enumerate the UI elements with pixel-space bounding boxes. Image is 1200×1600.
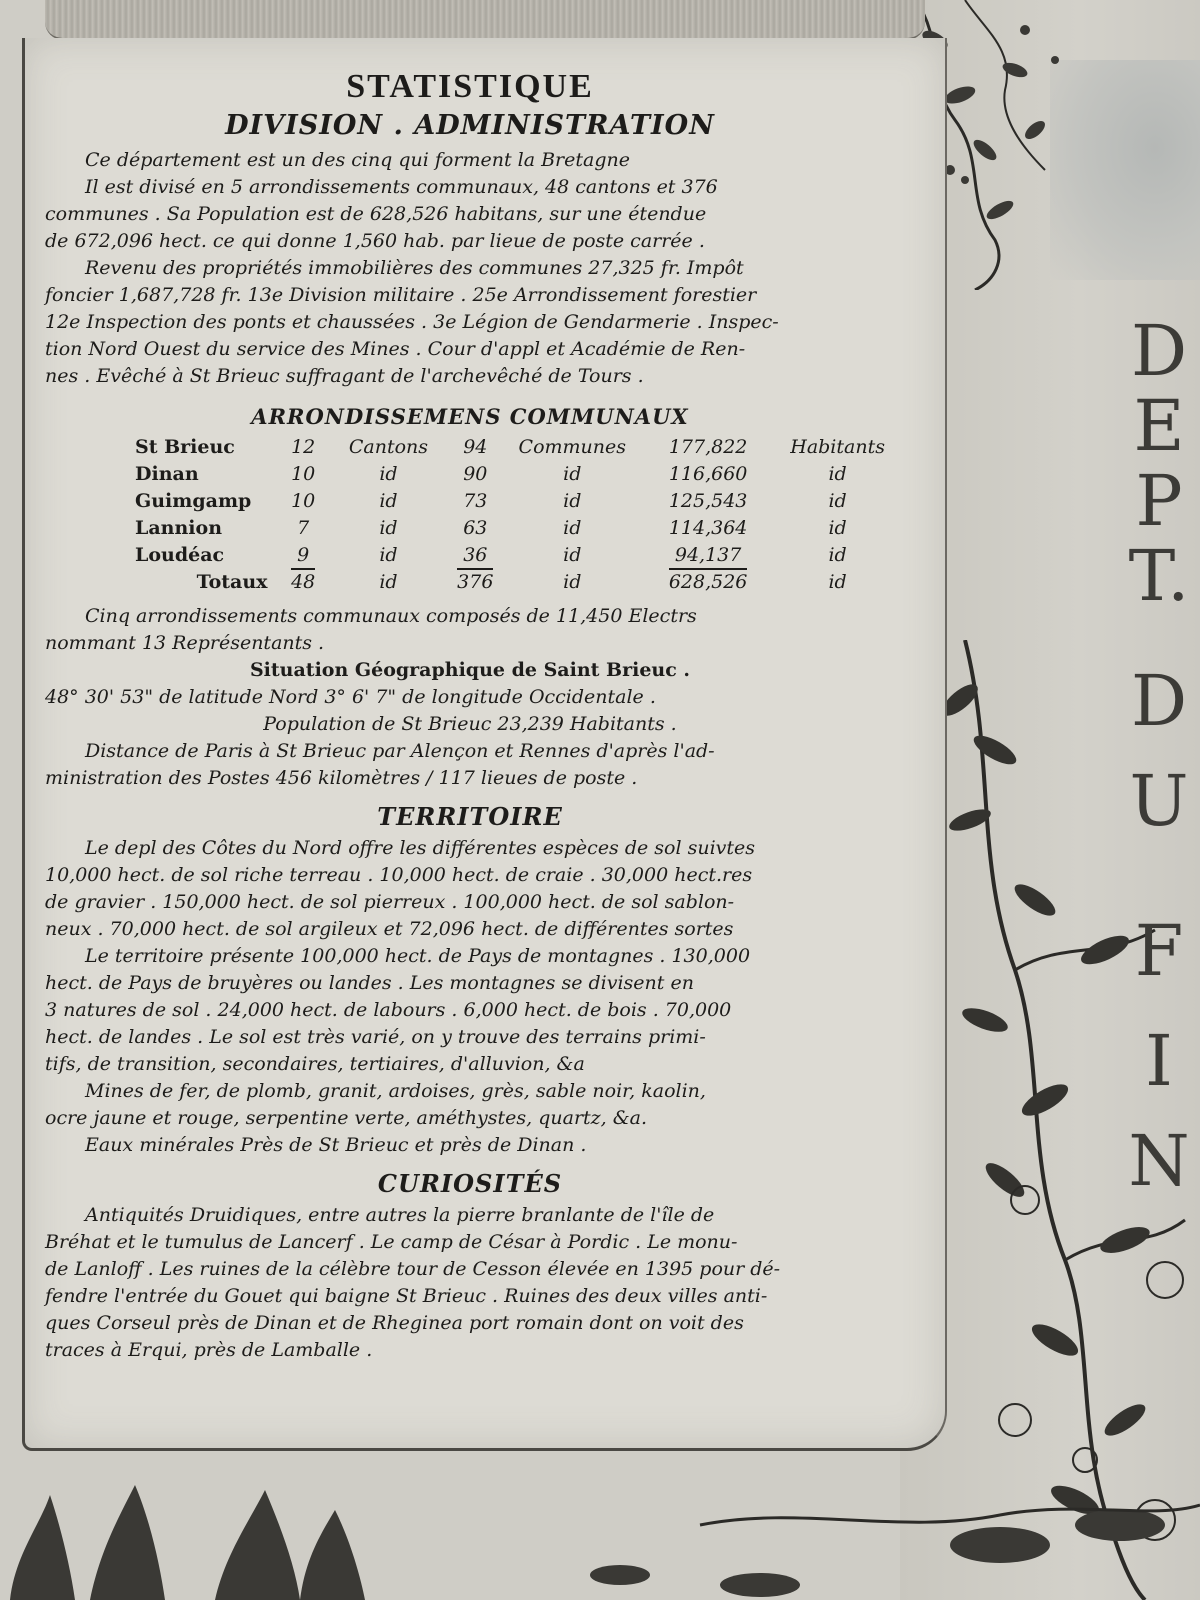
dept-letter: E <box>1133 385 1187 467</box>
situation-text <box>45 657 895 792</box>
habitants-count: 116,660 <box>668 462 748 485</box>
total-habitants <box>636 568 780 595</box>
habitants-count: 125,543 <box>668 489 748 512</box>
total-label: Totaux <box>196 570 268 593</box>
cantons-unit: id <box>379 462 398 485</box>
text-line: foncier 1,687,728 fr. 13e Division militaire . 25e Arrondissement forestier <box>45 284 757 306</box>
communes-unit: id <box>563 489 582 512</box>
text-line: Antiquités Druidiques, entre autres la pierre branlante de l'île de <box>85 1204 715 1226</box>
communes-count: 90 <box>463 462 488 485</box>
situation-heading: Situation Géographique de Saint Brieuc . <box>249 659 691 681</box>
text-line: 10,000 hect. de sol riche terreau . 10,000 hect. de craie . 30,000 hect.res <box>45 864 753 886</box>
text-line: hect. de Pays de bruyères ou landes . Les montagnes se divisent en <box>45 972 694 994</box>
dept-letter: I <box>1145 1020 1175 1102</box>
arrondissements-table <box>125 433 895 595</box>
text-line: Bréhat et le tumulus de Lancerf . Le camp de César à Pordic . Le monu- <box>45 1231 738 1253</box>
top-border-ornament <box>45 0 925 40</box>
text-line: fendre l'entrée du Gouet qui baigne St Brieuc . Ruines des deux villes anti- <box>45 1285 768 1307</box>
dept-letter: D <box>1130 660 1190 742</box>
document-subtitle: DIVISION . ADMINISTRATION <box>225 110 715 141</box>
total-cantons-value: 48 <box>291 568 315 593</box>
text-line: de 672,096 hect. ce qui donne 1,560 hab. par lieue de poste carrée . <box>45 230 705 252</box>
communes-count: 94 <box>463 435 488 458</box>
territoire-text <box>45 835 895 1159</box>
curiosites-heading: CURIOSITÉS <box>377 1169 563 1198</box>
dept-letter: U <box>1129 760 1191 842</box>
habitants-unit: Habitants <box>790 435 885 458</box>
cantons-unit: Cantons <box>348 435 429 458</box>
total-communes-value: 376 <box>457 568 493 593</box>
communes-unit: id <box>563 516 582 539</box>
cantons-unit: id <box>379 516 398 539</box>
cantons-count: 7 <box>297 516 310 539</box>
dept-letter: T. <box>1128 535 1192 617</box>
foliage-ornament-bottom <box>0 1465 1200 1600</box>
table-row <box>125 541 895 568</box>
text-line: neux . 70,000 hect. de sol argileux et 72,096 hect. de différentes sortes <box>45 918 734 940</box>
total-cantons-unit: id <box>379 570 398 593</box>
text-line: traces à Erqui, près de Lamballe . <box>45 1339 373 1361</box>
arrondissement-name: St Brieuc <box>135 435 235 458</box>
table-row <box>125 487 895 514</box>
arrondissement-name: Dinan <box>135 462 199 485</box>
habitants-count: 114,364 <box>668 516 748 539</box>
communes-count: 63 <box>463 516 488 539</box>
text-line: ministration des Postes 456 kilomètres / 117 lieues de poste . <box>45 767 638 789</box>
total-habitants-unit: id <box>828 570 847 593</box>
habitants-count: 94,137 <box>674 543 742 566</box>
text-line: tion Nord Ouest du service des Mines . Cour d'appl et Académie de Ren- <box>45 338 746 360</box>
territoire-heading: TERRITOIRE <box>377 802 563 831</box>
text-line: Revenu des propriétés immobilières des communes 27,325 fr. Impôt <box>85 257 744 279</box>
curiosites-text <box>45 1202 895 1364</box>
text-line: nommant 13 Représentants . <box>45 632 325 654</box>
map-title-vertical <box>1120 300 1200 1200</box>
communes-count: 73 <box>463 489 488 512</box>
text-line: ques Corseul près de Dinan et de Rheginea port romain dont on voit des <box>45 1312 744 1334</box>
text-line: Mines de fer, de plomb, granit, ardoises, grès, sable noir, kaolin, <box>85 1080 706 1102</box>
arrondissement-name: Lannion <box>135 516 223 539</box>
habitants-unit: id <box>828 462 847 485</box>
cantons-unit: id <box>379 489 398 512</box>
text-line: tifs, de transition, secondaires, tertiaires, d'alluvion, &a <box>45 1053 585 1075</box>
cantons-count: 12 <box>291 435 316 458</box>
cantons-unit: id <box>379 543 398 566</box>
text-line: Distance de Paris à St Brieuc par Alençon et Rennes d'après l'ad- <box>85 740 715 762</box>
text-line: hect. de landes . Le sol est très varié, on y trouve des terrains primi- <box>45 1026 706 1048</box>
total-communes-unit: id <box>563 570 582 593</box>
dept-letter: P <box>1135 460 1185 542</box>
text-line: Ce département est un des cinq qui forment la Bretagne <box>85 149 630 171</box>
communes-unit: Communes <box>518 435 627 458</box>
communes-unit: id <box>563 462 582 485</box>
dept-letter: F <box>1134 910 1186 992</box>
administration-text <box>45 147 895 390</box>
text-line: 48° 30' 53" de latitude Nord 3° 6' 7" de longitude Occidentale . <box>45 686 656 708</box>
dept-letter: N <box>1128 1120 1192 1202</box>
text-line: Il est divisé en 5 arrondissements communaux, 48 cantons et 376 <box>85 176 718 198</box>
text-line: 3 natures de sol . 24,000 hect. de labours . 6,000 hect. de bois . 70,000 <box>45 999 732 1021</box>
text-line: Le depl des Côtes du Nord offre les différentes espèces de sol suivtes <box>85 837 756 859</box>
text-line: nes . Evêché à St Brieuc suffragant de l'archevêché de Tours . <box>45 365 644 387</box>
cantons-count: 10 <box>291 462 316 485</box>
habitants-count: 177,822 <box>668 435 748 458</box>
arrondissements-heading: ARRONDISSEMENS COMMUNAUX <box>251 404 689 429</box>
table-row <box>125 514 895 541</box>
document-title: STATISTIQUE <box>346 68 594 105</box>
text-line: Le territoire présente 100,000 hect. de Pays de montagnes . 130,000 <box>85 945 751 967</box>
table-row-total <box>125 568 895 595</box>
habitants-unit: id <box>828 543 847 566</box>
total-communes <box>442 568 508 595</box>
statistics-document <box>45 60 895 1364</box>
dept-letter: D <box>1130 310 1190 392</box>
cantons-count: 9 <box>297 543 310 566</box>
text-line: de gravier . 150,000 hect. de sol pierreux . 100,000 hect. de sol sablon- <box>45 891 735 913</box>
text-line: communes . Sa Population est de 628,526 habitans, sur une étendue <box>45 203 707 225</box>
text-line: de Lanloff . Les ruines de la célèbre tour de Cesson élevée en 1395 pour dé- <box>45 1258 781 1280</box>
table-row <box>125 433 895 460</box>
population-line: Population de St Brieuc 23,239 Habitants . <box>263 713 677 735</box>
communes-unit: id <box>563 543 582 566</box>
electors-text <box>45 603 895 657</box>
arrondissement-name: Loudéac <box>135 543 225 566</box>
text-line: Eaux minérales Près de St Brieuc et près de Dinan . <box>85 1134 587 1156</box>
text-line: ocre jaune et rouge, serpentine verte, améthystes, quartz, &a. <box>45 1107 648 1129</box>
text-line: 12e Inspection des ponts et chaussées . 3e Légion de Gendarmerie . Inspec- <box>45 311 779 333</box>
total-cantons <box>271 568 334 595</box>
communes-count: 36 <box>463 543 488 566</box>
table-row <box>125 460 895 487</box>
arrondissement-name: Guimgamp <box>135 489 252 512</box>
habitants-unit: id <box>828 489 847 512</box>
habitants-unit: id <box>828 516 847 539</box>
text-line: Cinq arrondissements communaux composés de 11,450 Electrs <box>85 605 697 627</box>
total-habitants-value: 628,526 <box>669 568 748 593</box>
cantons-count: 10 <box>291 489 316 512</box>
